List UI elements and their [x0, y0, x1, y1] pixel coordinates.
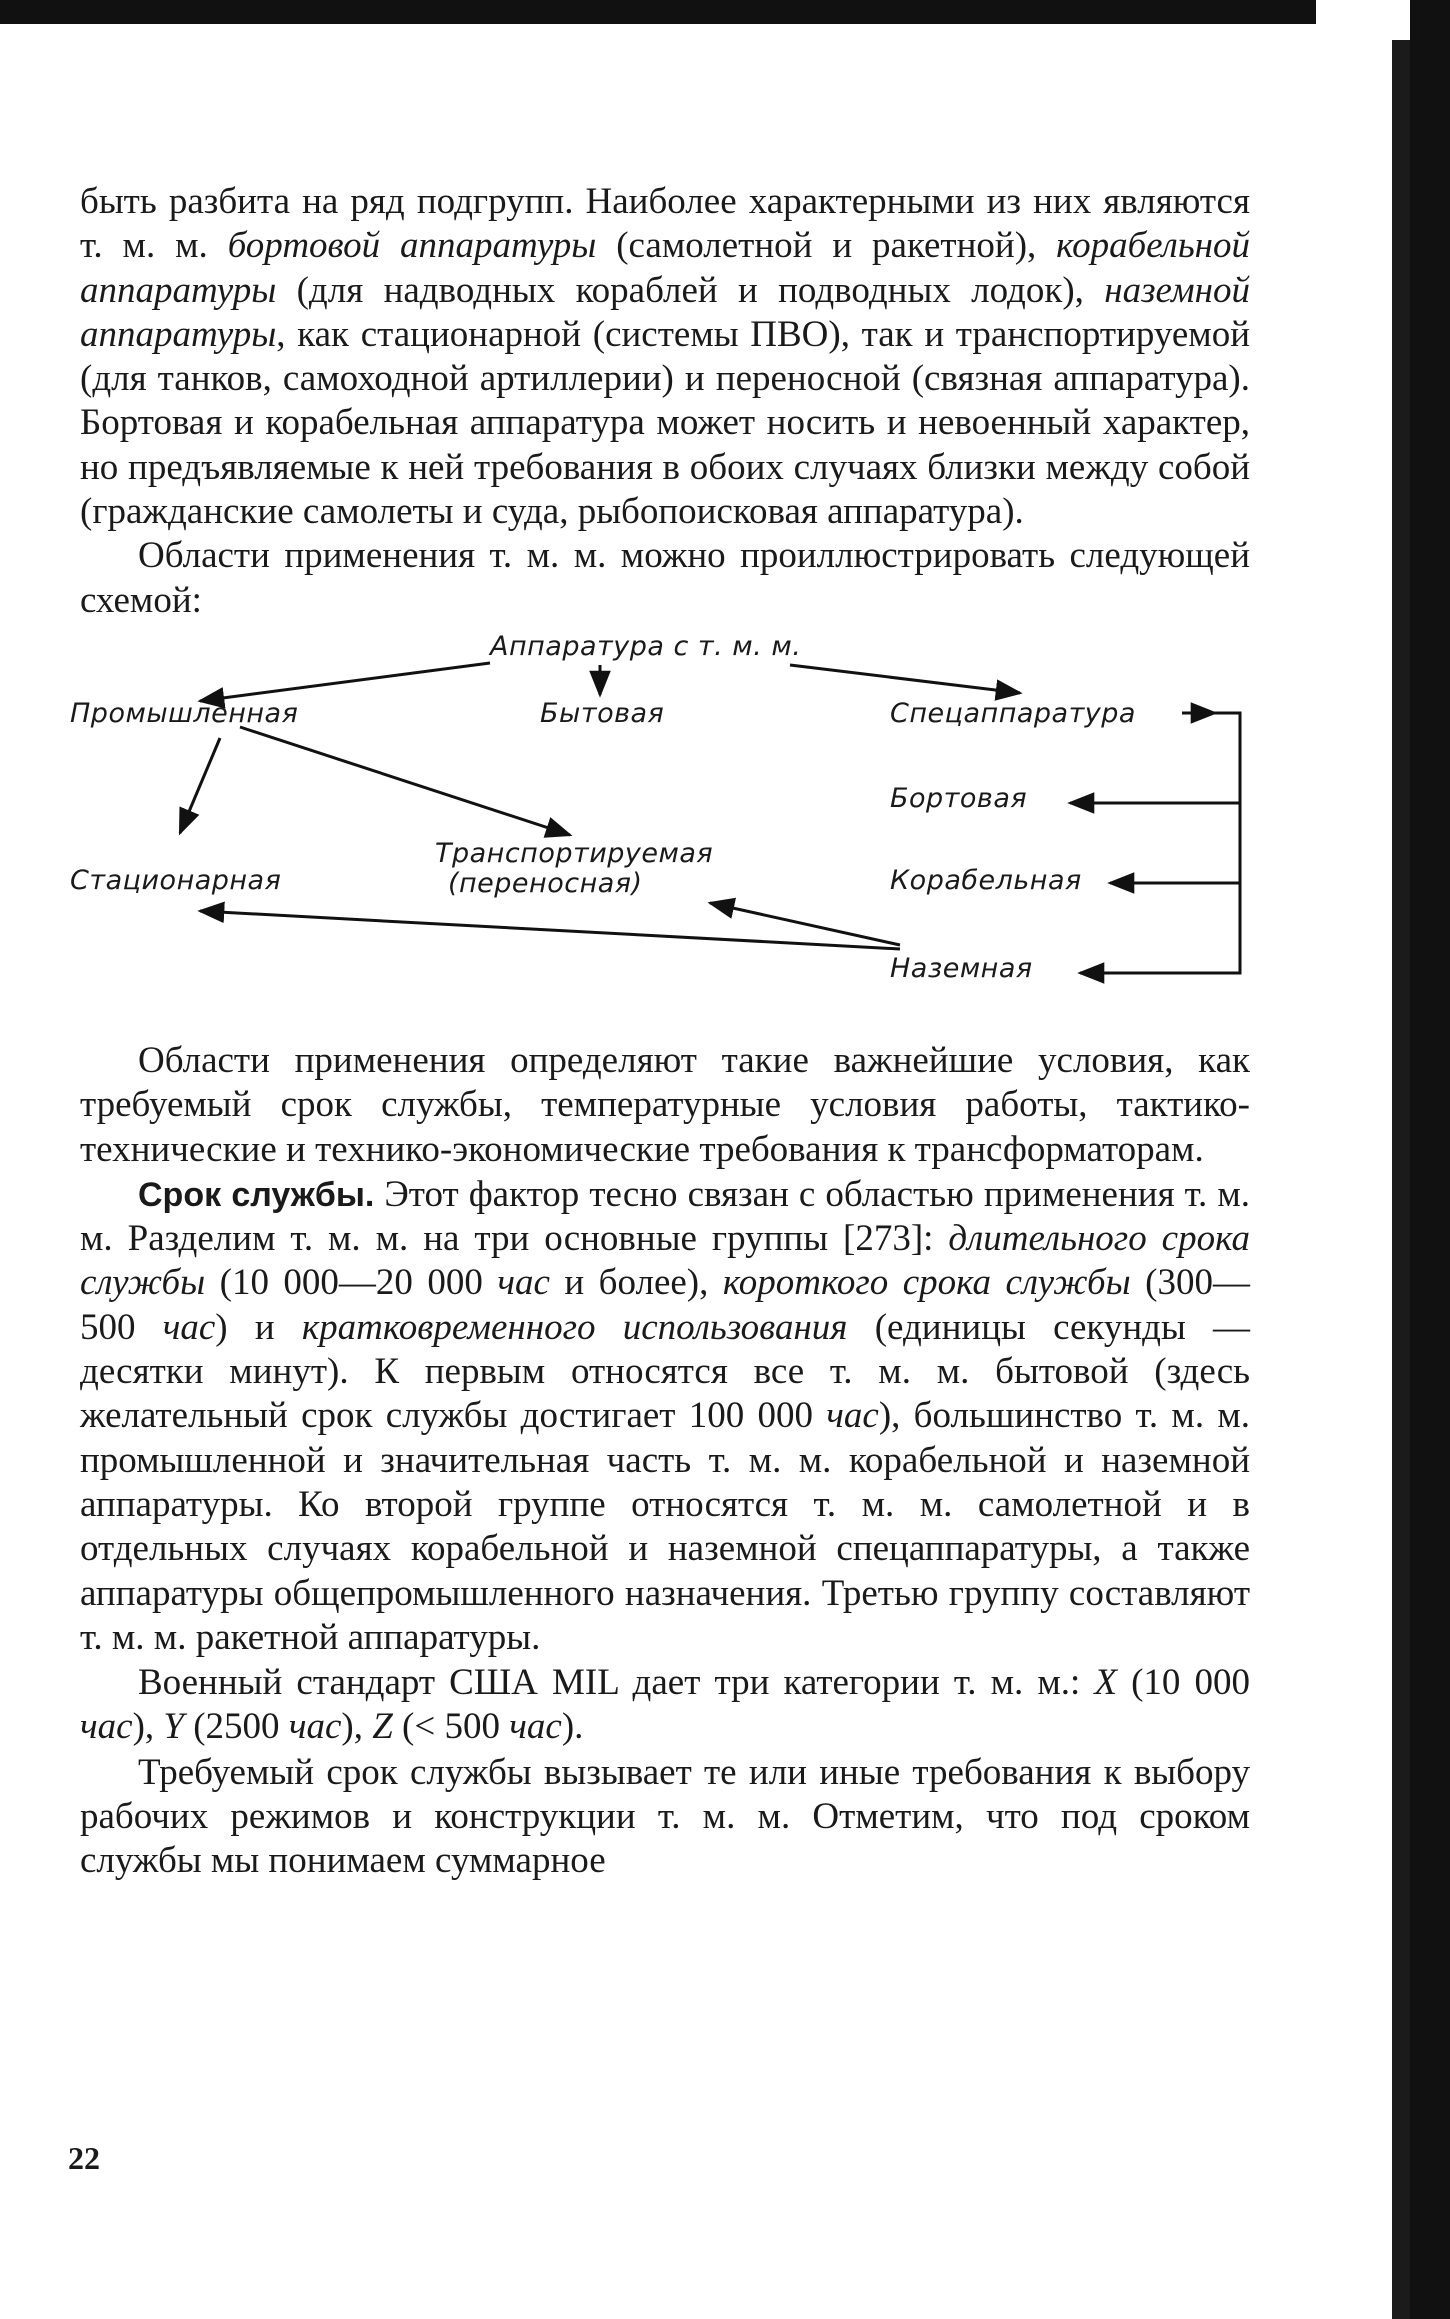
- italic-term: длительного срока службы: [80, 1218, 1250, 1304]
- arrow-root-industrial: [200, 663, 490, 701]
- scan-edge-inner: [1392, 40, 1410, 2319]
- italic-term: кратковременного использования: [301, 1306, 848, 1348]
- italic-term: корабельной аппаратуры: [80, 225, 1251, 311]
- text-run: (единицы секунды — десятки минут). К первым относятся все т. м. м. бытовой (здесь желательный срок службы достигает 100 000: [80, 1306, 1251, 1437]
- text-run: (10 000—20 000: [205, 1262, 498, 1304]
- label-stationary: Стационарная: [70, 864, 282, 896]
- arrow-industrial-stationary: [180, 738, 220, 833]
- text-run: ).: [561, 1706, 584, 1748]
- paragraph-2: [80, 534, 1250, 623]
- text-run: ),: [341, 1706, 373, 1748]
- text-run: и более),: [549, 1262, 723, 1304]
- italic-term: час: [162, 1306, 216, 1348]
- scan-edge: [1410, 0, 1450, 2319]
- label-ground: Наземная: [890, 952, 1033, 984]
- page-number: 22: [68, 2140, 100, 2176]
- paragraph-3: [80, 1039, 1250, 1172]
- text-run: (2500: [183, 1706, 289, 1748]
- paragraph-mil-standard: [80, 1661, 1250, 1750]
- page-body: [70, 180, 1251, 1884]
- section-heading: Срок службы.: [138, 1175, 375, 1214]
- bracket-special: [1210, 713, 1240, 973]
- text-run: ), большинство т. м. м. промышленной и значительная часть т. м. м. корабельной и наземной аппаратуры. Ко второй группе относятся т. м. м. самолетной и в отдельных случаях корабельной и наземной спецаппаратуры, а также аппаратуры общепромышленного назначения. Третью группу составляют т. м. м. ракетной аппаратуры.: [80, 1395, 1250, 1658]
- arrow-root-special: [790, 665, 1020, 693]
- text-run: Военный стандарт США MIL дает три категории т. м. м.:: [138, 1662, 1095, 1704]
- italic-term: час: [826, 1395, 879, 1437]
- arrow-ground-stationary: [200, 911, 900, 949]
- label-transport: Транспортируемая: [435, 837, 714, 869]
- label-onboard: Бортовая: [890, 782, 1028, 814]
- text-run: (самолетной и ракетной),: [596, 225, 1057, 267]
- text-run: Области применения определяют такие важнейшие условия, как требуемый срок службы, температурные условия работы, тактико-технические и технико-экономические требования к трансформаторам.: [80, 1039, 1250, 1170]
- text-run: Требуемый срок службы вызывает те или иные требования к выбору рабочих режимов и конструкции т. м. м. Отметим, что под сроком службы мы понимаем суммарное: [80, 1751, 1250, 1882]
- italic-term: наземной аппаратуры: [80, 269, 1250, 355]
- text-run: (< 500: [392, 1706, 510, 1748]
- italic-term: бортовой аппаратуры: [227, 225, 597, 267]
- text-run: Области применения т. м. м. можно проиллюстрировать следующей схемой:: [80, 535, 1250, 621]
- application-diagram: [70, 630, 1250, 1013]
- paragraph-6: [80, 1751, 1250, 1884]
- label-root: Аппаратура с т. м. м.: [490, 630, 802, 662]
- text-run: ) и: [215, 1306, 302, 1348]
- text-run: быть разбита на ряд подгрупп. Наиболее характерными из них являются т. м. м.: [80, 181, 1250, 267]
- label-special: Спецаппаратура: [890, 697, 1136, 729]
- arrow-ground-transport: [710, 903, 900, 945]
- italic-term: час: [80, 1706, 133, 1748]
- text-run: (300—500: [80, 1262, 1250, 1348]
- label-naval: Корабельная: [890, 864, 1082, 896]
- italic-term: X: [1094, 1662, 1117, 1704]
- italic-term: час: [288, 1706, 342, 1748]
- text-run: , как стационарной (системы ПВО), так и транспортируемой (для танков, самоходной артиллерии) и переносной (связная аппаратура). Бортовая и корабельная аппаратура может носить и невоенный характер, но предъявляемые к ней требования в обоих случаях близки между собой (гражданские самолеты и суда, рыбопоисковая аппаратура).: [80, 313, 1250, 533]
- arrow-industrial-transport: [240, 727, 570, 835]
- text-run: ),: [132, 1706, 164, 1748]
- label-household: Бытовая: [540, 697, 665, 729]
- text-run: (для надводных кораблей и подводных лодок),: [276, 269, 1105, 311]
- text-run: (10 000: [1117, 1662, 1250, 1704]
- italic-term: Y: [163, 1706, 184, 1748]
- paragraph-service-life: [80, 1173, 1250, 1660]
- italic-term: короткого срока службы: [722, 1262, 1131, 1304]
- top-rule: [0, 0, 1316, 24]
- italic-term: Z: [372, 1706, 393, 1748]
- label-industrial: Промышленная: [70, 697, 299, 729]
- italic-term: час: [509, 1706, 562, 1748]
- text-run: Этот фактор тесно связан с областью применения т. м. м. Разделим т. м. м. на три основные группы [273]:: [80, 1173, 1250, 1260]
- paragraph-1: [80, 180, 1250, 534]
- italic-term: час: [497, 1262, 550, 1304]
- label-transport-portable: (переносная): [448, 867, 643, 899]
